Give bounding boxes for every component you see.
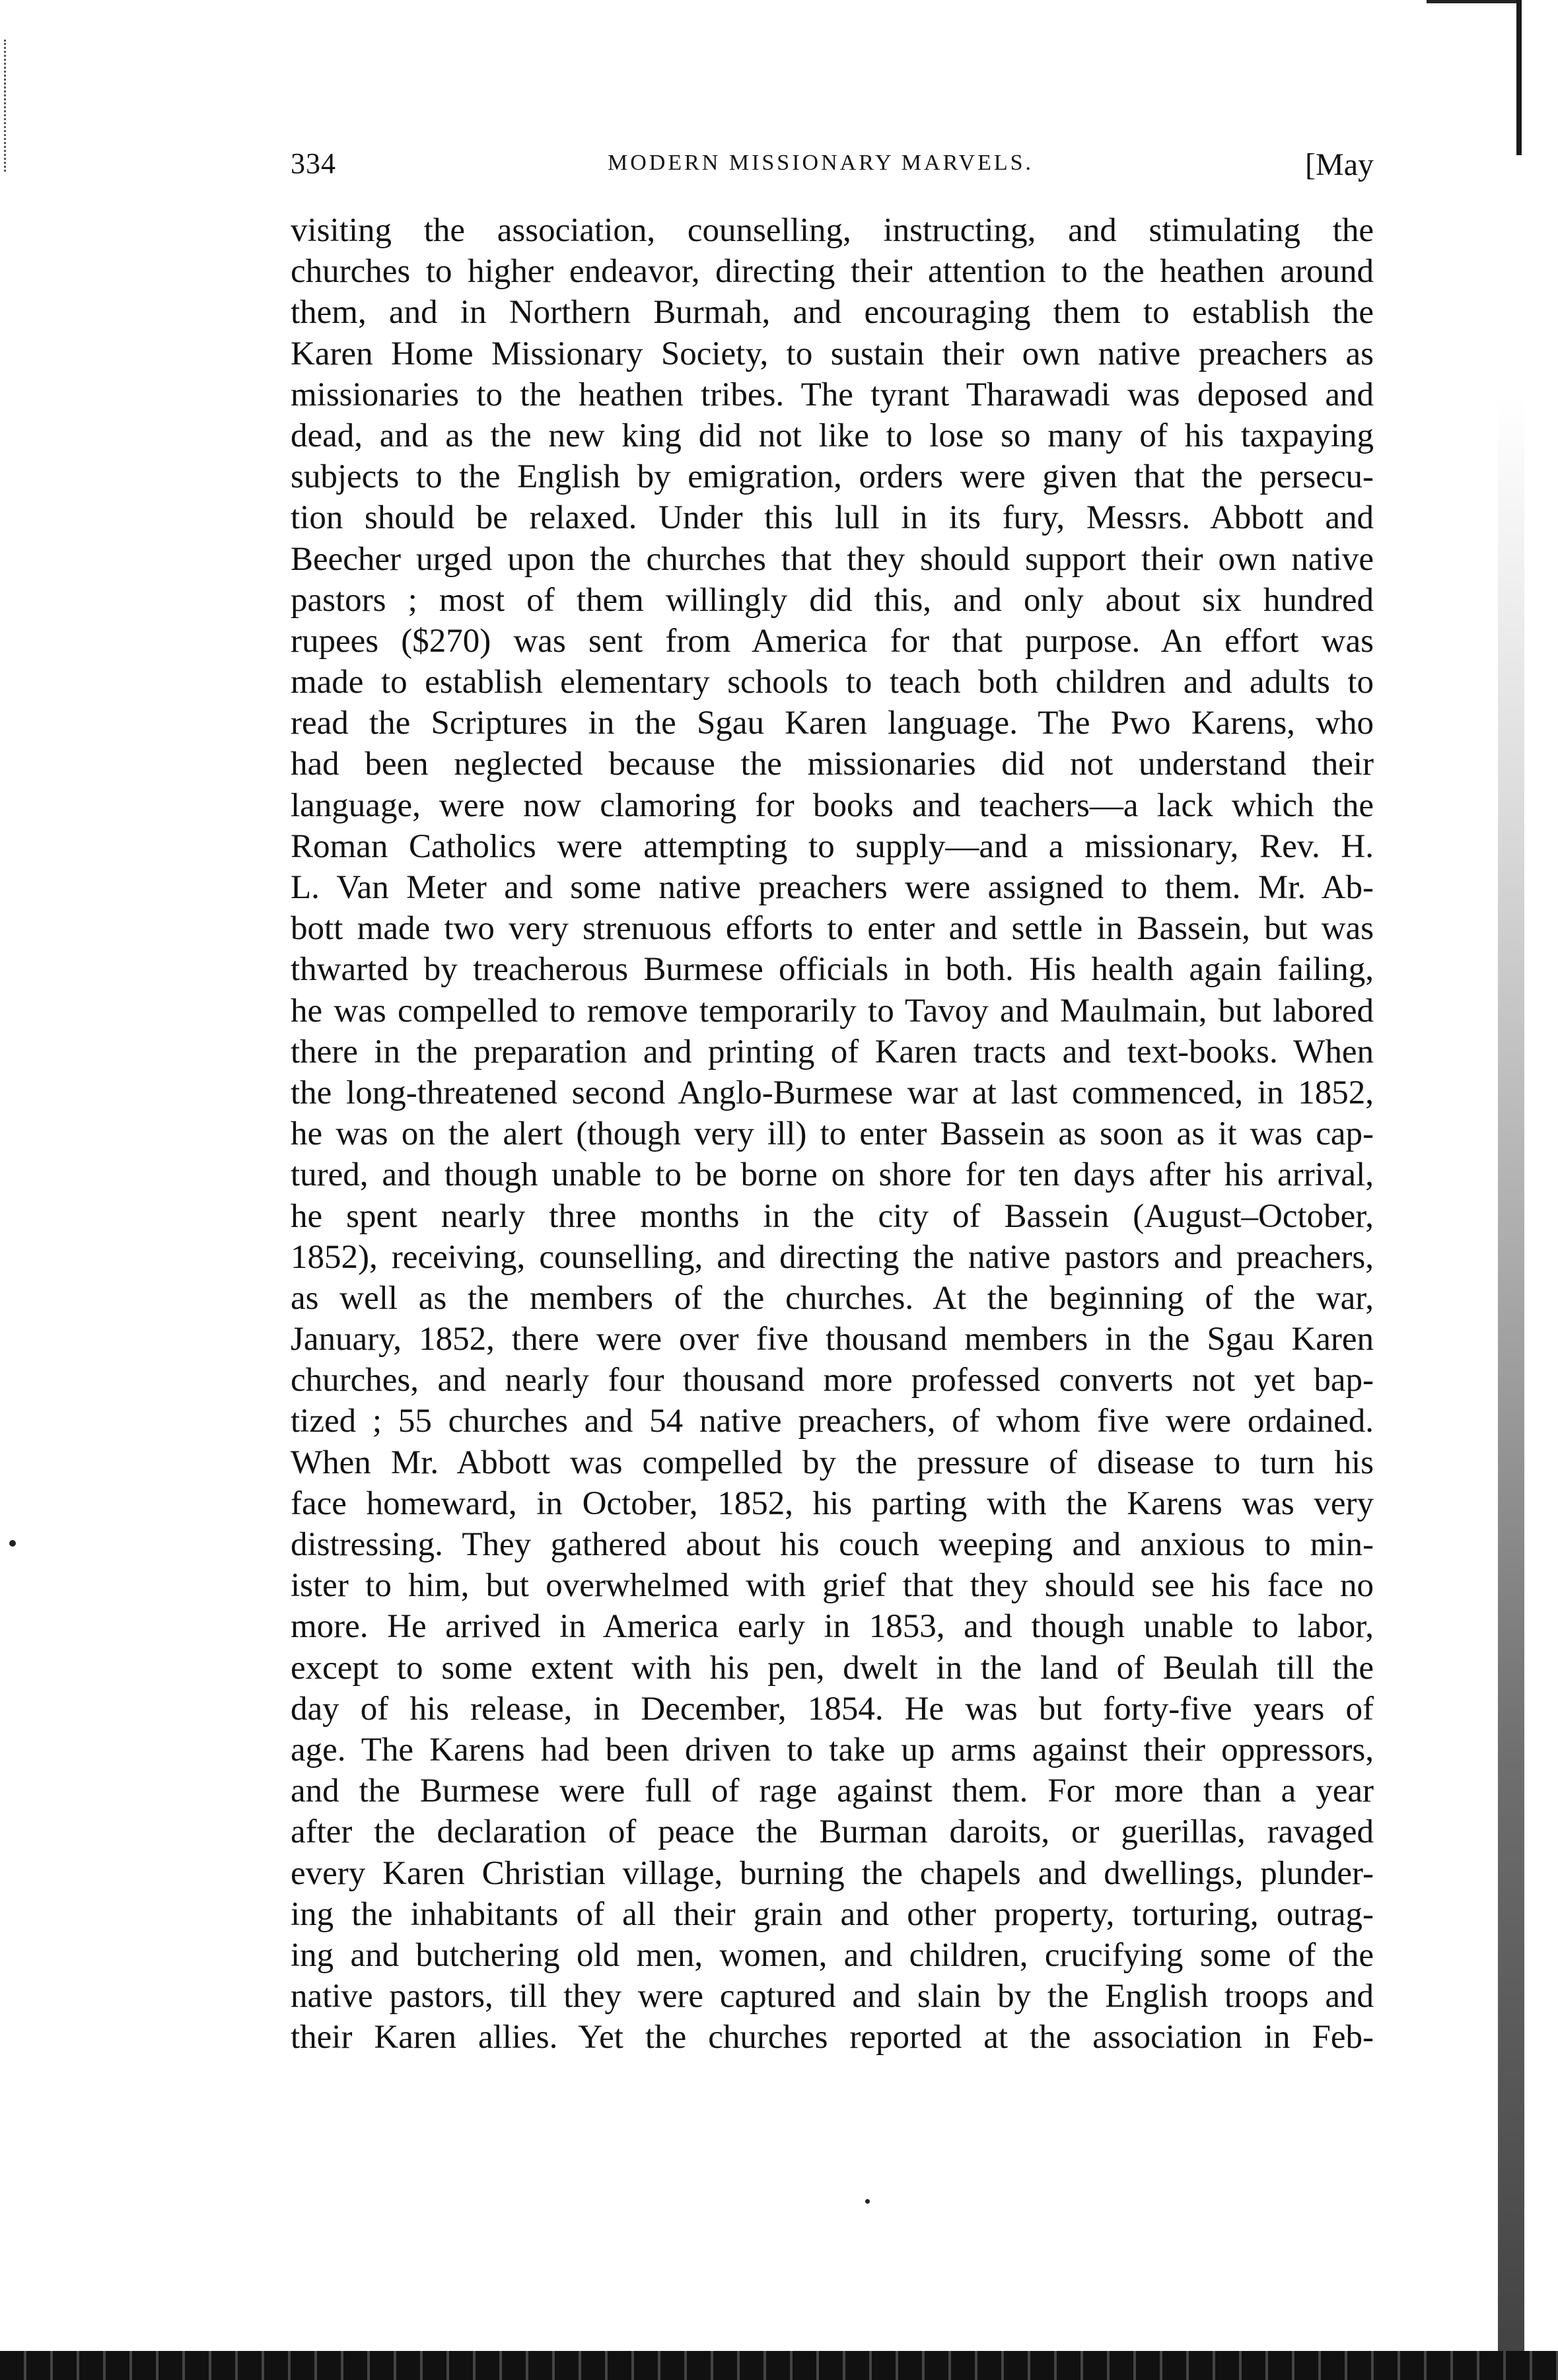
text-line: subjects to the English by emigration, orders were given that the persecu- [291,458,1374,496]
running-header-month: [May [1305,147,1374,182]
text-line: churches to higher endeavor, directing their attention to the heathen around [291,253,1374,291]
scan-edge-bottom-rule [0,2351,1558,2380]
scan-edge-top-bar [1516,0,1522,155]
margin-speckles [4,40,15,172]
text-line: L. Van Meter and some native preachers were assigned to them. Mr. Ab- [291,869,1374,906]
text-line: ing the inhabitants of all their grain and other property, torturing, outrag- [291,1895,1374,1933]
text-line: Beecher urged upon the churches that they should support their own native [291,540,1374,578]
text-line: tion should be relaxed. Under this lull in its fury, Messrs. Abbott and [291,499,1374,537]
text-line: dead, and as the new king did not like to lose so many of his taxpaying [291,417,1374,454]
text-line: after the declaration of peace the Burman daroits, or guerillas, ravaged [291,1813,1374,1851]
text-line: missionaries to the heathen tribes. The tyrant Tharawadi was deposed and [291,376,1374,413]
text-line: churches, and nearly four thousand more professed converts not yet bap- [291,1362,1374,1399]
text-line: Roman Catholics were attempting to supply—and a missionary, Rev. H. [291,827,1374,865]
page-number: 334 [291,147,336,180]
ink-speck [865,2199,870,2204]
text-line: and the Burmese were full of rage against them. For more than a year [291,1772,1374,1810]
text-line: bott made two very strenuous efforts to enter and settle in Bassein, but was [291,910,1374,948]
text-line: them, and in Northern Burmah, and encouraging them to establish the [291,294,1374,332]
body-paragraph [291,210,1374,2058]
text-line: rupees ($270) was sent from America for that purpose. An effort was [291,622,1374,660]
running-title: MODERN MISSIONARY MARVELS. [608,151,1034,175]
text-line: visiting the association, counselling, instructing, and stimulating the [291,212,1374,249]
text-line: ing and butchering old men, women, and children, crucifying some of the [291,1936,1374,1974]
text-line: pastors ; most of them willingly did this, and only about six hundred [291,581,1374,619]
text-line: age. The Karens had been driven to take up arms against their oppressors, [291,1731,1374,1768]
text-line: ister to him, but overwhelmed with grief that they should see his face no [291,1567,1374,1605]
text-line: the long-threatened second Anglo-Burmese war at last commenced, in 1852, [291,1074,1374,1111]
text-line: January, 1852, there were over five thousand members in the Sgau Karen [291,1321,1374,1358]
text-line: except to some extent with his pen, dwelt in the land of Beulah till the [291,1649,1374,1687]
text-line: as well as the members of the churches. At the beginning of the war, [291,1279,1374,1317]
text-line: he spent nearly three months in the city of Bassein (August–October, [291,1197,1374,1235]
text-line: he was on the alert (though very ill) to enter Bassein as soon as it was cap- [291,1115,1374,1153]
text-line: there in the preparation and printing of Karen tracts and text-books. When [291,1033,1374,1070]
text-line: 1852), receiving, counselling, and directing the native pastors and preachers, [291,1238,1374,1276]
text-line: read the Scriptures in the Sgau Karen language. The Pwo Karens, who [291,705,1374,742]
text-line: every Karen Christian village, burning the chapels and dwellings, plunder- [291,1854,1374,1892]
text-line: tized ; 55 churches and 54 native preachers, of whom five were ordained. [291,1403,1374,1440]
text-line: made to establish elementary schools to teach both children and adults to [291,664,1374,701]
text-line: language, were now clamoring for books and teachers—a lack which the [291,787,1374,824]
running-header [291,147,1374,193]
margin-dot [9,1540,16,1547]
scan-edge-top-rule [1427,0,1519,23]
scan-edge-shadow [1498,396,1524,2351]
text-line: distressing. They gathered about his couch weeping and anxious to min- [291,1526,1374,1563]
text-line: their Karen allies. Yet the churches reported at the association in Feb- [291,2019,1374,2056]
text-line: day of his release, in December, 1854. He was but forty-five years of [291,1690,1374,1728]
text-line: Karen Home Missionary Society, to sustain their own native preachers as [291,335,1374,372]
text-line: tured, and though unable to be borne on shore for ten days after his arrival, [291,1156,1374,1194]
text-line: more. He arrived in America early in 1853, and though unable to labor, [291,1608,1374,1646]
text-line: When Mr. Abbott was compelled by the pressure of disease to turn his [291,1444,1374,1481]
text-line: had been neglected because the missionaries did not understand their [291,746,1374,783]
text-line: thwarted by treacherous Burmese officials in both. His health again failing, [291,951,1374,989]
text-line: face homeward, in October, 1852, his parting with the Karens was very [291,1485,1374,1522]
text-line: native pastors, till they were captured and slain by the English troops and [291,1978,1374,2015]
text-line: he was compelled to remove temporarily to Tavoy and Maulmain, but labored [291,992,1374,1030]
